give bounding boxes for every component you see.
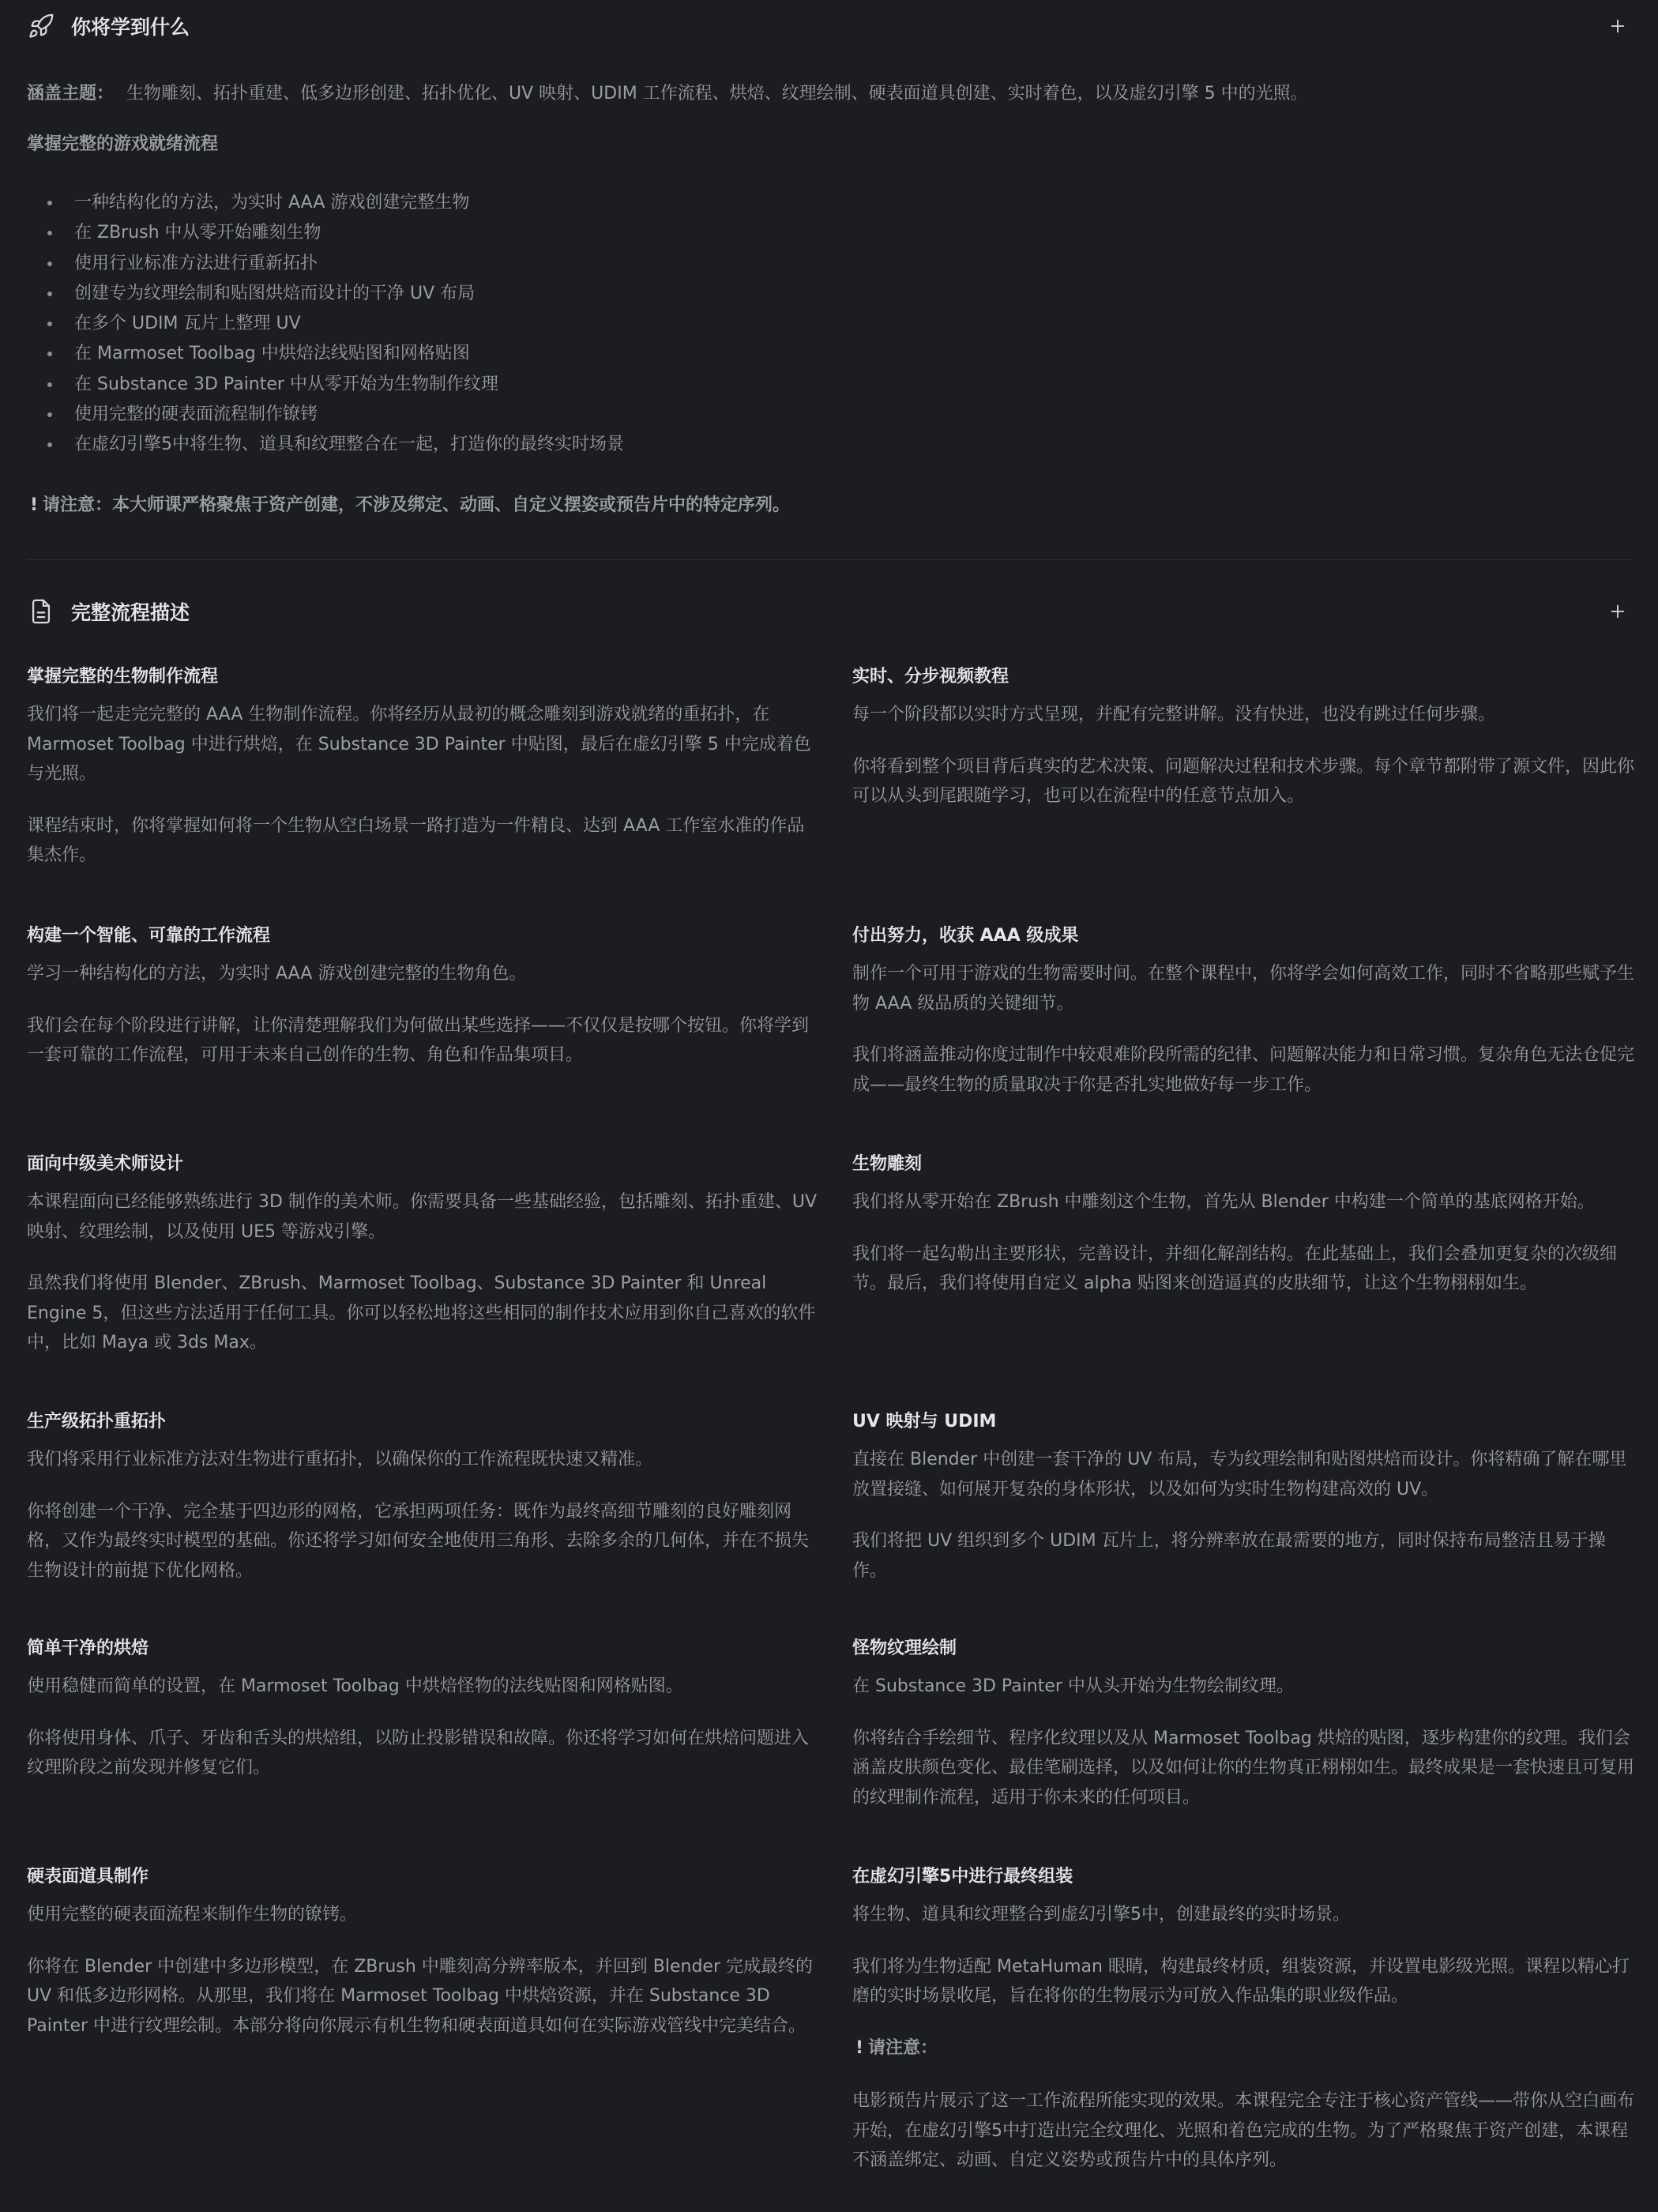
block-creature-sculpt (852, 1150, 1634, 1321)
list-item: 在 Marmoset Toolbag 中烘焙法线贴图和网格贴图 (47, 339, 624, 369)
list-item: 一种结构化的方法，为实时 AAA 游戏创建完整生物 (47, 188, 624, 218)
block-paragraph: 我们将一起勾勒出主要形状，完善设计，并细化解剖结构。在此基础上，我们会叠加更复杂的次级细节。最后，我们将使用自定义 alpha 贴图来创造逼真的皮肤细节，让这个生物栩栩如生。 (852, 1243, 1618, 1293)
block-paragraph: 虽然我们将使用 Blender、ZBrush、Marmoset Toolbag、Substance 3D Painter 和 Unreal Engine 5，但这些方法适用于任何工具。你可以轻松地将这些相同的制作技术应用到你自己喜欢的软件中，比如 Maya 或 3ds Max。 (27, 1273, 816, 1352)
section-divider (27, 559, 1631, 560)
block-title: 硬表面道具制作 (27, 1867, 149, 1887)
block-paragraph: 使用完整的硬表面流程来制作生物的镣铐。 (27, 1905, 358, 1924)
topics-label: 涵盖主题： (27, 84, 115, 103)
block-title: 构建一个智能、可靠的工作流程 (27, 926, 271, 946)
block-paragraph: 学习一种结构化的方法，为实时 AAA 游戏创建完整的生物角色。 (27, 964, 527, 984)
block-title: 面向中级美术师设计 (27, 1154, 184, 1174)
exclamation-icon: ! (30, 495, 39, 515)
expand-workflow-button[interactable] (1604, 598, 1631, 625)
block-ue5-assembly (852, 1863, 1634, 2198)
block-paragraph: 本课程面向已经能够熟练进行 3D 制作的美术师。你需要具备一些基础经验，包括雕刻、拓扑重建、UV 映射、纹理绘制，以及使用 UE5 等游戏引擎。 (27, 1192, 818, 1242)
block-paragraph: 每一个阶段都以实时方式呈现，并配有完整讲解。没有快进，也没有跳过任何步骤。 (852, 705, 1496, 724)
block-baking (27, 1635, 818, 1805)
plus-icon (1609, 603, 1626, 620)
section-learn-header[interactable] (27, 6, 1631, 47)
block-paragraph: 我们将采用行业标准方法对生物进行重拓扑，以确保你的工作流程既快速又精准。 (27, 1450, 653, 1469)
block-paragraph: 我们将一起走完完整的 AAA 生物制作流程。你将经历从最初的概念雕刻到游戏就绪的重拓扑，在 Marmoset Toolbag 中进行烘焙，在 Substance 3D Painter 中贴图，最后在虚幻引擎 5 中完成着色与光照。 (27, 705, 811, 784)
list-item: 在虚幻引擎5中将生物、道具和纹理整合在一起，打造你的最终实时场景 (47, 430, 624, 460)
block-title: 生产级拓扑重拓扑 (27, 1412, 167, 1431)
block-paragraph: 我们将从零开始在 ZBrush 中雕刻这个生物，首先从 Blender 中构建一个简单的基底网格开始。 (852, 1192, 1595, 1212)
expand-learn-button[interactable] (1604, 13, 1631, 40)
block-aaa-results (852, 922, 1634, 1122)
section-workflow-title: 完整流程描述 (71, 601, 190, 624)
rocket-icon (27, 12, 55, 40)
block-paragraph: 你将在 Blender 中创建中多边形模型，在 ZBrush 中雕刻高分辨率版本，并回到 Blender 完成最终的 UV 和低多边形网格。从那里，我们将在 Marmoset Toolbag 中烘焙资源，并在 Substance 3D Painter 中进行纹理绘制。本部分将向你展示有机生物和硬表面道具如何在实际游戏管线中完美结合。 (27, 1956, 813, 2036)
block-paragraph: 你将使用身体、爪子、牙齿和舌头的烘焙组，以防止投影错误和故障。你还将学习如何在烘焙问题进入纹理阶段之前发现并修复它们。 (27, 1728, 810, 1778)
block-paragraph: 我们将为生物适配 MetaHuman 眼睛，构建最终材质，组装资源，并设置电影级光照。课程以精心打磨的实时场景收尾，旨在将你的生物展示为可放入作品集的职业级作品。 (852, 1956, 1630, 2006)
block-uv-udim (852, 1408, 1634, 1608)
block-hard-surface (27, 1863, 818, 2063)
block-title: UV 映射与 UDIM (852, 1412, 997, 1431)
block-paragraph: 我们会在每个阶段进行讲解，让你清楚理解我们为何做出某些选择——不仅仅是按哪个按钮。你将学到一套可靠的工作流程，可用于未来自己创作的生物、角色和作品集项目。 (27, 1015, 810, 1065)
block-paragraph: 使用稳健而简单的设置，在 Marmoset Toolbag 中烘焙怪物的法线贴图和网格贴图。 (27, 1676, 683, 1696)
note-paragraph: 电影预告片展示了这一工作流程所能实现的效果。本课程完全专注于核心资产管线——带你从空白画布开始，在虚幻引擎5中打造出完全纹理化、光照和着色完成的生物。为了严格聚焦于资产创建，本课程不涵盖绑定、动画、自定义姿势或预告片中的具体序列。 (852, 2091, 1635, 2170)
block-title: 生物雕刻 (852, 1154, 923, 1174)
block-master-pipeline (27, 663, 818, 893)
block-paragraph: 将生物、道具和纹理整合到虚幻引擎5中，创建最终的实时场景。 (852, 1905, 1350, 1924)
block-title: 简单干净的烘焙 (27, 1638, 149, 1658)
plus-icon (1609, 17, 1626, 35)
note-heading (852, 2033, 1634, 2063)
block-title: 掌握完整的生物制作流程 (27, 667, 219, 687)
block-paragraph: 我们将把 UV 组织到多个 UDIM 瓦片上，将分辨率放在最需要的地方，同时保持布局整洁且易于操作。 (852, 1531, 1606, 1581)
block-paragraph: 课程结束时，你将掌握如何将一个生物从空白场景一路打造为一件精良、达到 AAA 工作室水准的作品集杰作。 (27, 815, 805, 865)
block-title: 怪物纹理绘制 (852, 1638, 957, 1658)
block-paragraph: 在 Substance 3D Painter 中从头开始为生物绘制纹理。 (852, 1676, 1294, 1696)
block-title: 实时、分步视频教程 (852, 667, 1009, 687)
topics-line (27, 80, 1631, 108)
section-learn-title: 你将学到什么 (71, 16, 190, 39)
block-retopology (27, 1408, 818, 1608)
asset-focus-note (30, 491, 790, 520)
block-realtime-videos (852, 663, 1634, 833)
block-title: 在虚幻引擎5中进行最终组装 (852, 1867, 1073, 1887)
list-item: 创建专为纹理绘制和贴图烘焙而设计的干净 UV 布局 (47, 279, 624, 309)
learn-bullet-list (47, 188, 624, 461)
block-intermediate-artists (27, 1150, 818, 1380)
list-item: 在多个 UDIM 瓦片上整理 UV (47, 309, 624, 339)
note-text: 请注意：本大师课严格聚焦于资产创建，不涉及绑定、动画、自定义摆姿或预告片中的特定序列。 (43, 495, 791, 515)
block-texturing (852, 1635, 1634, 1834)
block-paragraph: 你将创建一个干净、完全基于四边形的网格，它承担两项任务：既作为最终高细节雕刻的良好雕刻网格，又作为最终实时模型的基础。你还将学习如何安全地使用三角形、去除多余的几何体，并在不损失生物设计的前提下优化网格。 (27, 1501, 810, 1581)
block-paragraph: 直接在 Blender 中创建一套干净的 UV 布局，专为纹理绘制和贴图烘焙而设计。你将精确了解在哪里放置接缝、如何展开复杂的身体形状，以及如何为实时生物构建高效的 UV。 (852, 1450, 1627, 1499)
block-paragraph: 你将结合手绘细节、程序化纹理以及从 Marmoset Toolbag 烘焙的贴图，逐步构建你的纹理。我们会涵盖皮肤颜色变化、最佳笔刷选择，以及如何让你的生物真正栩栩如生。最终成果是一套快速且可复用的纹理制作流程，适用于你未来的任何项目。 (852, 1728, 1635, 1808)
block-paragraph: 你将看到整个项目背后真实的艺术决策、问题解决过程和技术步骤。每个章节都附带了源文件，因此你可以从头到尾跟随学习，也可以在流程中的任意节点加入。 (852, 756, 1635, 806)
block-title: 付出努力，收获 AAA 级成果 (852, 926, 1079, 946)
block-paragraph: 制作一个可用于游戏的生物需要时间。在整个课程中，你将学会如何高效工作，同时不省略那些赋予生物 AAA 级品质的关键细节。 (852, 964, 1635, 1014)
document-icon (27, 597, 55, 626)
section-workflow-header[interactable] (27, 591, 1631, 632)
list-item: 在 Substance 3D Painter 中从零开始为生物制作纹理 (47, 370, 624, 400)
block-smart-workflow (27, 922, 818, 1093)
block-paragraph: 我们将涵盖推动你度过制作中较艰难阶段所需的纪律、问题解决能力和日常习惯。复杂角色无法仓促完成——最终生物的质量取决于你是否扎实地做好每一步工作。 (852, 1045, 1635, 1095)
topics-text: 生物雕刻、拓扑重建、低多边形创建、拓扑优化、UV 映射、UDIM 工作流程、烘焙、纹理绘制、硬表面道具创建、实时着色，以及虚幻引擎 5 中的光照。 (126, 84, 1308, 103)
list-item: 使用完整的硬表面流程制作镣铐 (47, 400, 624, 430)
note-title-text: 请注意： (868, 2037, 938, 2058)
list-item: 使用行业标准方法进行重新拓扑 (47, 249, 624, 279)
list-item: 在 ZBrush 中从零开始雕刻生物 (47, 218, 624, 248)
exclamation-icon: ! (855, 2037, 864, 2058)
master-pipeline-heading: 掌握完整的游戏就绪流程 (27, 134, 219, 154)
